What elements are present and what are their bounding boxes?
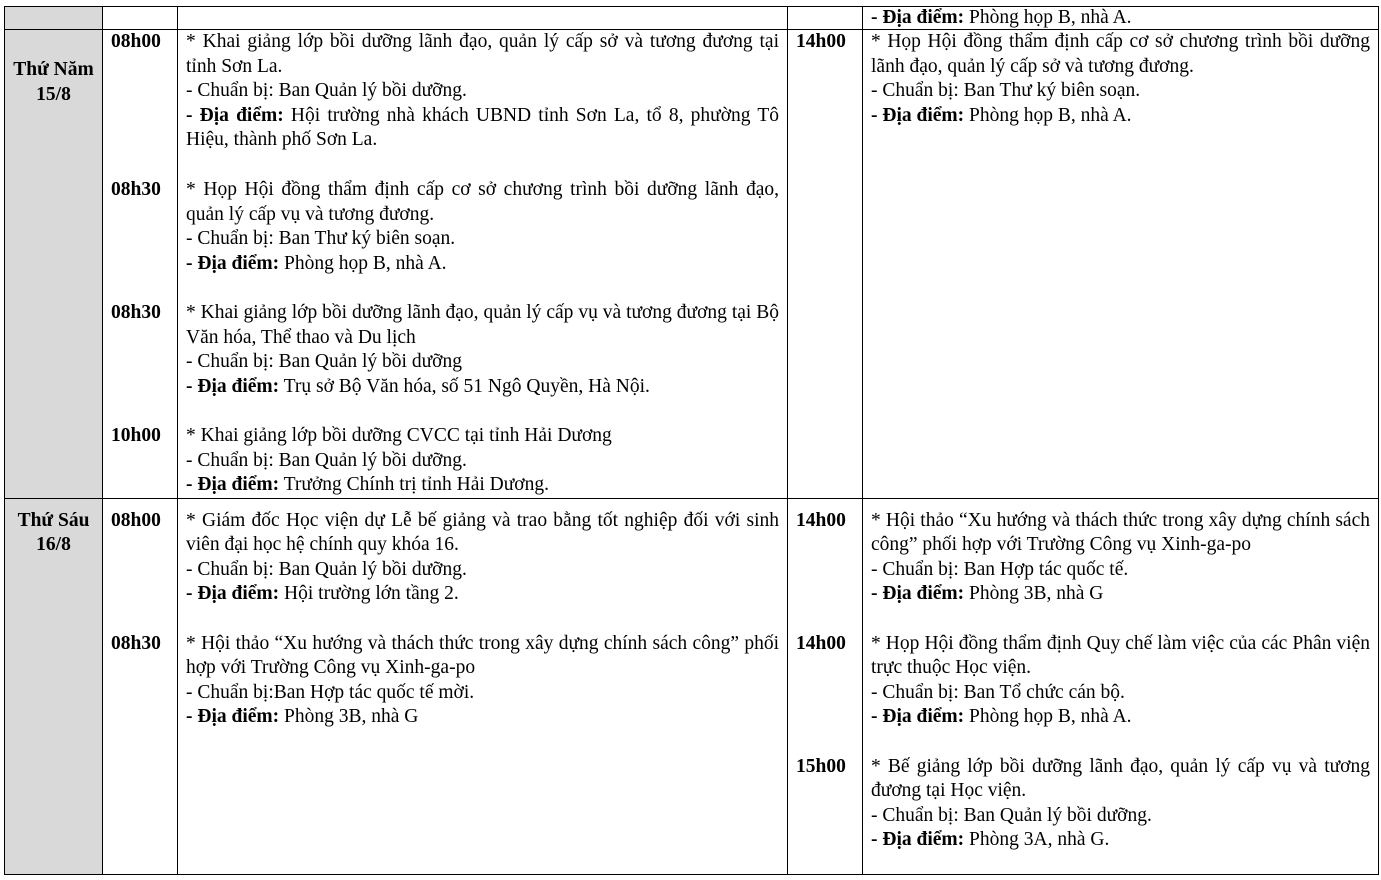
- event-title: * Họp Hội đồng thẩm định Quy chế làm việc của các Phân viện trực thuộc Học viện.: [871, 632, 1370, 678]
- place-value: Phòng họp B, nhà A.: [964, 7, 1132, 28]
- event-prep: - Chuẩn bị: Ban Hợp tác quốc tế.: [871, 558, 1129, 580]
- event-place: [186, 104, 779, 153]
- day-name: Thứ Sáu: [17, 509, 90, 531]
- event-place: [186, 473, 779, 498]
- place-label: - Địa điểm:: [871, 104, 965, 126]
- event-entry: [186, 301, 779, 424]
- event-prep: - Chuẩn bị: Ban Thư ký biên soạn.: [871, 80, 1141, 101]
- time-label: 14h00: [796, 31, 846, 52]
- event-title: * Hội thảo “Xu hướng và thách thức trong xây dựng chính sách công” phối hợp với Trường Công vụ Xinh-ga-po: [186, 632, 779, 678]
- event-place: [871, 104, 1370, 129]
- event-entry: [186, 509, 779, 632]
- event-place: [186, 375, 779, 400]
- top-row: [5, 7, 1379, 30]
- time-label: 08h30: [111, 632, 161, 654]
- am-time-cell: [103, 30, 178, 499]
- event-entry: [186, 178, 779, 301]
- place-label: - Địa điểm:: [186, 583, 280, 604]
- event-title: * Hội thảo “Xu hướng và thách thức trong xây dựng chính sách công” phối hợp với Trường Công vụ Xinh-ga-po: [871, 509, 1370, 555]
- pm-content-cell: [863, 30, 1379, 499]
- place-value: Phòng họp B, nhà A.: [964, 706, 1132, 727]
- place-value: Phòng 3A, nhà G.: [964, 829, 1110, 850]
- top-am-time-cell: [103, 7, 178, 30]
- event-place: [871, 828, 1370, 853]
- place-label: - Địa điểm:: [871, 829, 965, 850]
- event-prep: - Chuẩn bị: Ban Tổ chức cán bộ.: [871, 681, 1125, 703]
- event-entry: [871, 755, 1370, 853]
- place-label: - Địa điểm:: [186, 375, 280, 397]
- event-place: [871, 705, 1370, 730]
- event-title: * Khai giảng lớp bồi dưỡng lãnh đạo, quản lý cấp sở và tương đương tại tỉnh Sơn La.: [186, 31, 779, 77]
- day-cell-thursday: [5, 30, 103, 499]
- event-prep: - Chuẩn bị: Ban Quản lý bồi dưỡng.: [186, 80, 467, 101]
- event-place: [871, 582, 1370, 607]
- place-label: - Địa điểm:: [186, 706, 280, 727]
- event-entry: [186, 632, 779, 730]
- am-content-cell: [178, 30, 788, 499]
- top-pm-time-cell: [788, 7, 863, 30]
- event-place: [186, 582, 779, 607]
- event-prep: - Chuẩn bị: Ban Quản lý bồi dưỡng: [186, 351, 462, 372]
- day-date: 16/8: [36, 534, 71, 555]
- time-label: 15h00: [796, 755, 846, 777]
- event-entry: [186, 424, 779, 498]
- top-day-cell: [5, 7, 103, 30]
- event-prep: - Chuẩn bị:Ban Hợp tác quốc tế mời.: [186, 681, 475, 703]
- event-place: [186, 252, 779, 277]
- time-label: 08h30: [111, 302, 161, 323]
- event-title: * Họp Hội đồng thẩm định cấp cơ sở chương trình bồi dưỡng lãnh đạo, quản lý cấp vụ và tương đương.: [186, 179, 779, 225]
- event-title: * Khai giảng lớp bồi dưỡng CVCC tại tỉnh Hải Dương: [186, 425, 612, 446]
- pm-time-cell: [788, 30, 863, 499]
- day-cell-friday: [5, 498, 103, 874]
- place-value: Phòng 3B, nhà G: [964, 583, 1104, 604]
- event-place: [186, 705, 779, 730]
- am-content-cell: [178, 498, 788, 874]
- thursday-row: [5, 30, 1379, 499]
- place-value: Phòng họp B, nhà A.: [279, 252, 447, 274]
- place-value: Phòng họp B, nhà A.: [964, 104, 1132, 126]
- time-label: 14h00: [796, 632, 846, 654]
- event-entry: [871, 632, 1370, 755]
- pm-content-cell: [863, 498, 1379, 874]
- top-pm-content-cell: [863, 7, 1379, 30]
- top-am-content-cell: [178, 7, 788, 30]
- place-label: - Địa điểm:: [871, 583, 965, 604]
- place-value: Trụ sở Bộ Văn hóa, số 51 Ngô Quyền, Hà Nội.: [279, 375, 650, 397]
- place-label: - Địa điểm:: [871, 7, 965, 28]
- event-entry: [871, 509, 1370, 632]
- event-entry: [186, 30, 779, 178]
- place-value: Hội trường lớn tầng 2.: [279, 583, 459, 604]
- time-label: 08h00: [111, 31, 161, 52]
- event-prep: - Chuẩn bị: Ban Quản lý bồi dưỡng.: [871, 804, 1152, 826]
- friday-row: [5, 498, 1379, 874]
- time-label: 08h30: [111, 179, 161, 200]
- place-value: Trưởng Chính trị tỉnh Hải Dương.: [279, 474, 549, 495]
- place-label: - Địa điểm:: [186, 474, 280, 495]
- day-date: 15/8: [36, 83, 71, 105]
- am-time-cell: [103, 498, 178, 874]
- time-label: 14h00: [796, 509, 846, 531]
- time-label: 10h00: [111, 425, 161, 446]
- event-entry: [871, 30, 1370, 128]
- event-title: * Bế giảng lớp bồi dưỡng lãnh đạo, quản lý cấp vụ và tương đương tại Học viện.: [871, 755, 1370, 801]
- event-prep: - Chuẩn bị: Ban Thư ký biên soạn.: [186, 228, 456, 249]
- event-title: * Họp Hội đồng thẩm định cấp cơ sở chương trình bồi dưỡng lãnh đạo, quản lý cấp sở và tương đương.: [871, 31, 1370, 77]
- event-title: * Khai giảng lớp bồi dưỡng lãnh đạo, quản lý cấp vụ và tương đương tại Bộ Văn hóa, Thể thao và Du lịch: [186, 302, 779, 348]
- time-label: 08h00: [111, 509, 161, 531]
- place-line: [871, 7, 1132, 28]
- event-title: * Giám đốc Học viện dự Lễ bế giảng và trao bằng tốt nghiệp đối với sinh viên đại học hệ chính quy khóa 16.: [186, 509, 779, 555]
- event-prep: - Chuẩn bị: Ban Quản lý bồi dưỡng.: [186, 558, 467, 580]
- pm-time-cell: [788, 498, 863, 874]
- day-name: Thứ Năm: [13, 59, 94, 80]
- place-label: - Địa điểm:: [871, 706, 965, 727]
- place-value: Hội trường nhà khách UBND tỉnh Sơn La, tổ 8, phường Tô Hiệu, thành phố Sơn La.: [186, 104, 779, 150]
- place-label: - Địa điểm:: [186, 252, 280, 274]
- place-label: - Địa điểm:: [186, 104, 284, 126]
- schedule-table: [4, 6, 1379, 875]
- place-value: Phòng 3B, nhà G: [279, 706, 419, 727]
- event-prep: - Chuẩn bị: Ban Quản lý bồi dưỡng.: [186, 449, 467, 471]
